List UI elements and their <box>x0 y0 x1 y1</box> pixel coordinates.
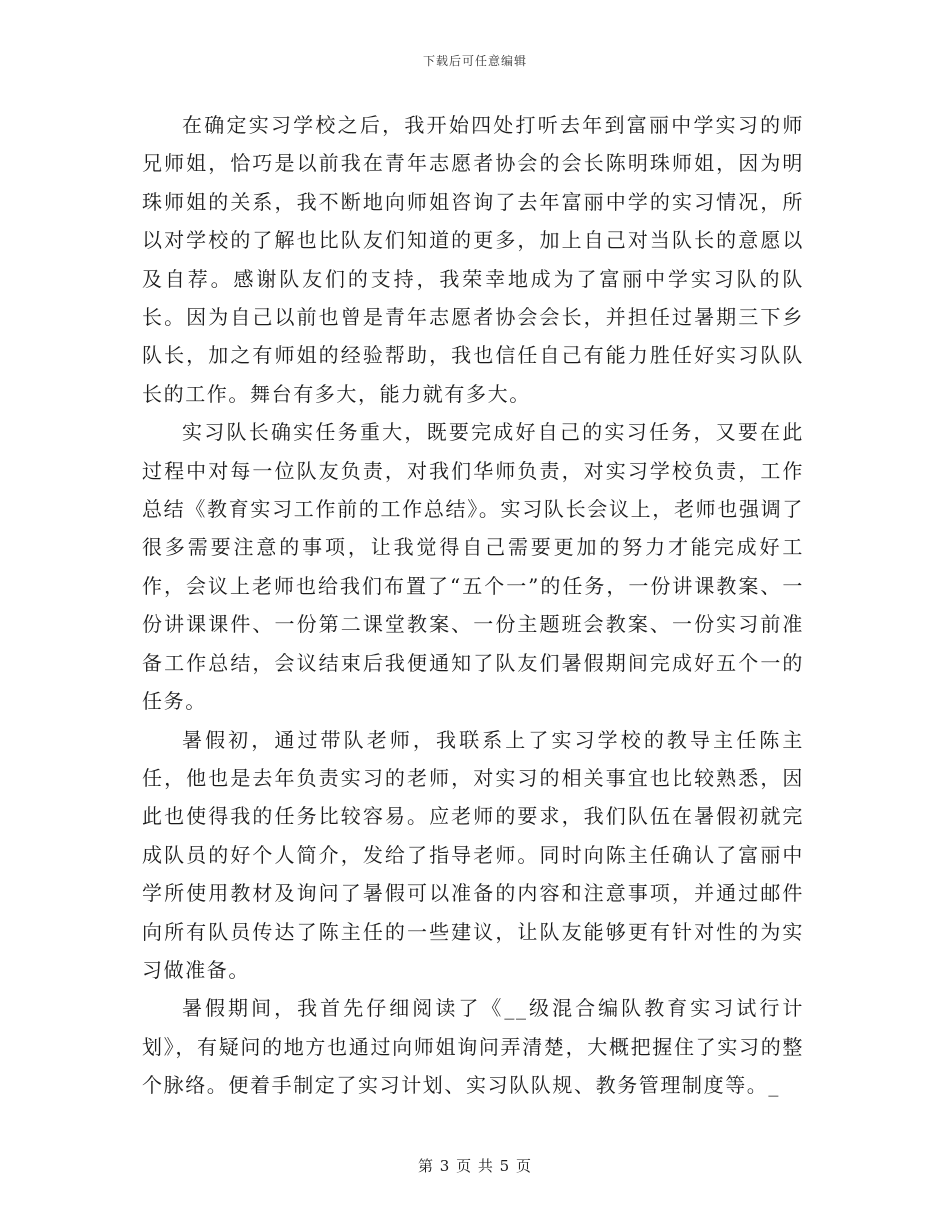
page-number: 第 3 页 共 5 页 <box>418 1157 532 1175</box>
paragraph: 暑假期间，我首先仔细阅读了《__级混合编队教育实习试行计划》，有疑问的地方也通过向师姐询问弄清楚，大概把握住了实习的整个脉络。便着手制定了实习计划、实习队队规、教务管理制度等。_ <box>142 996 804 1098</box>
body-text <box>142 106 804 1105</box>
paragraph: 实习队长确实任务重大，既要完成好自己的实习任务，又要在此过程中对每一位队友负责，对我们华师负责，对实习学校负责，工作总结《教育实习工作前的工作总结》。实习队长会议上，老师也强调了很多需要注意的事项，让我觉得自己需要更加的努力才能完成好工作，会议上老师也给我们布置了“五个一”的任务，一份讲课教案、一份讲课课件、一份第二课堂教案、一份主题班会教案、一份实习前准备工作总结，会议结束后我便通知了队友们暑假期间完成好五个一的任务。 <box>142 420 804 714</box>
paragraph: 暑假初，通过带队老师，我联系上了实习学校的教导主任陈主任，他也是去年负责实习的老师，对实习的相关事宜也比较熟悉，因此也使得我的任务比较容易。应老师的要求，我们队伍在暑假初就完成队员的好个人简介，发给了指导老师。同时向陈主任确认了富丽中学所使用教材及询问了暑假可以准备的内容和注意事项，并通过邮件向所有队员传达了陈主任的一些建议，让队友能够更有针对性的为实习做准备。 <box>142 727 804 982</box>
header-note: 下载后可任意编辑 <box>422 54 527 68</box>
paragraph: 在确定实习学校之后，我开始四处打听去年到富丽中学实习的师兄师姐，恰巧是以前我在青年志愿者协会的会长陈明珠师姐，因为明珠师姐的关系，我不断地向师姐咨询了去年富丽中学的实习情况，所以对学校的了解也比队友们知道的更多，加上自己对当队长的意愿以及自荐。感谢队友们的支持，我荣幸地成为了富丽中学实习队的队长。因为自己以前也曾是青年志愿者协会会长，并担任过暑期三下乡队长，加之有师姐的经验帮助，我也信任自己有能力胜任好实习队队长的工作。舞台有多大，能力就有多大。 <box>142 113 804 406</box>
